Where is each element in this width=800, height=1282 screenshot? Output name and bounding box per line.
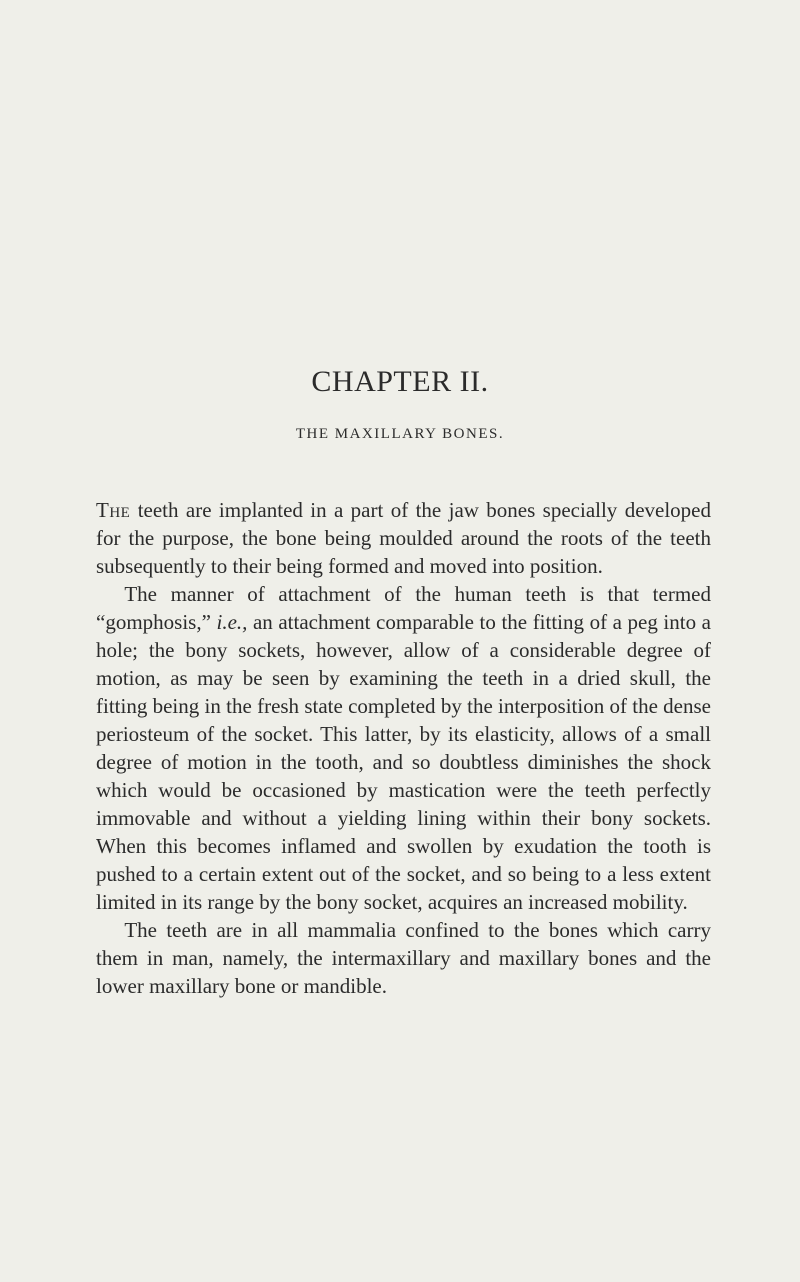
paragraph-1 — [96, 496, 711, 580]
paragraph-2-emphasis: i.e., — [216, 610, 248, 634]
chapter-title: CHAPTER II. — [311, 365, 489, 398]
paragraph-3: The teeth are in all mammalia confined to the bones which carry them in man, namely, the intermaxillary and maxillary bones and the lower maxillary bone or mandible. — [96, 918, 711, 998]
paragraph-2 — [96, 580, 711, 916]
paragraph-1-lead-word: The — [96, 498, 131, 522]
paragraph-2-text-before: The manner of attachment of the human teeth is that termed “gomphosis,” — [96, 582, 711, 634]
paragraph-1-text: teeth are implanted in a part of the jaw bones specially developed for the purpose, the bone being moulded around the roots of the teeth subsequently to their being formed and moved into position. — [96, 498, 711, 578]
chapter-body — [96, 496, 711, 1000]
paragraph-2-text-after: an attachment comparable to the fitting of a peg into a hole; the bony sockets, however, allow of a considerable degree of motion, as may be seen by examining the teeth in a dried skull, the fitting being in the fresh state completed by the interposition of the dense periosteum of the socket. This latter, by its elasticity, allows of a small degree of motion in the tooth, and so doubtless diminishes the shock which would be occasioned by mastication were the teeth perfectly immovable and without a yielding lining within their bony sockets. When this becomes inflamed and swollen by exudation the tooth is pushed to a certain extent out of the socket, and so being to a less extent limited in its range by the bony socket, acquires an increased mobility. — [96, 610, 711, 914]
section-title: THE MAXILLARY BONES. — [295, 426, 505, 442]
